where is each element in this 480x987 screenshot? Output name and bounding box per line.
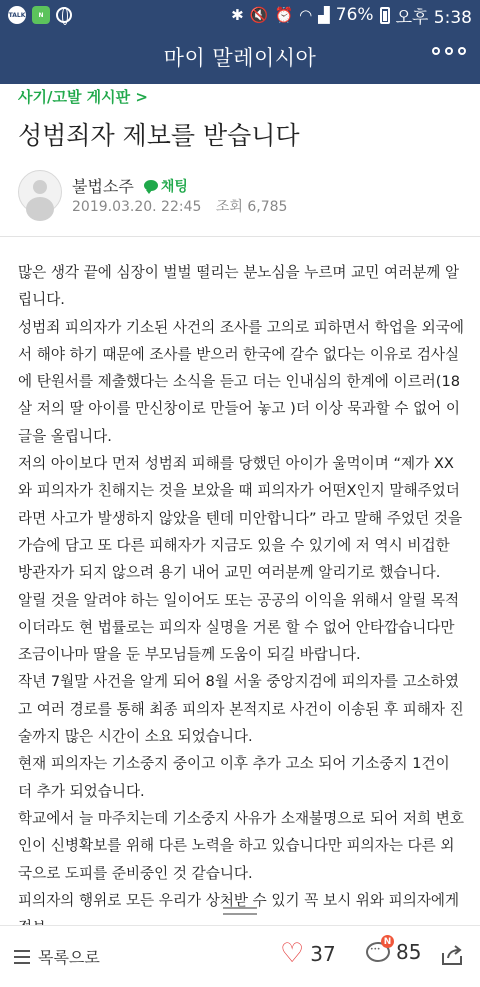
post-content (18, 259, 466, 909)
dot-icon (445, 47, 453, 55)
back-to-list-button[interactable] (14, 945, 100, 968)
board-category-link[interactable]: 사기/고발 게시판 > (18, 88, 148, 106)
header-divider (0, 236, 480, 237)
status-right (231, 3, 472, 28)
status-left (8, 6, 72, 24)
battery-percent: 76% (335, 5, 374, 25)
post-meta (72, 196, 287, 216)
share-icon[interactable] (440, 944, 464, 966)
alarm-icon: ⏰ (274, 6, 294, 24)
bottom-action-bar (0, 925, 480, 987)
dot-icon (458, 47, 466, 55)
back-to-list-label: 목록으로 (38, 948, 100, 967)
content-paragraph: 학교에서 늘 마주치는데 기소중지 사유가 소재불명으로 되어 저희 변호인이 신병확보를 위해 다른 노력을 하고 있습니다만 피의자는 다른 외국으로 도피를 준비중인 것 같습니다. (18, 809, 464, 882)
status-time: 오후 5:38 (395, 7, 472, 28)
drag-handle-icon[interactable] (223, 907, 257, 915)
comment-count: 85 (396, 940, 422, 964)
heart-icon: ♡ (280, 938, 305, 969)
post-date: 2019.03.20. 22:45 (72, 199, 202, 215)
globe-icon (56, 7, 72, 23)
post-title: 성범죄자 제보를 받습니다 (18, 121, 300, 150)
content-paragraph: 알릴 것을 알려야 하는 일이어도 또는 공공의 이익을 위해서 알릴 목적이더라도 현 법률로는 피의자 실명을 거론 할 수 없어 안타깝습니다만 조금이나마 딸을 둔 부모님들께 도움이 되길 바랍니다. (18, 591, 460, 664)
battery-icon (380, 7, 390, 24)
content-paragraph: 현재 피의자는 기소중지 중이고 이후 추가 고소 되어 기소중지 1건이 더 추가 되었습니다. (18, 755, 450, 800)
more-dots-icon[interactable] (432, 47, 466, 55)
comment-bubble-icon (366, 936, 392, 962)
author-avatar[interactable] (18, 170, 62, 214)
wifi-icon: ◠ (299, 6, 313, 24)
chat-button[interactable] (144, 176, 188, 196)
author-name[interactable]: 불법소주 (72, 177, 134, 196)
list-icon (14, 950, 30, 964)
new-badge: N (381, 935, 394, 948)
view-count: 조회 6,785 (215, 199, 288, 215)
like-button[interactable] (280, 940, 336, 967)
cafe-title[interactable]: 마이 말레이시아 (163, 46, 317, 70)
signal-icon: ▟ (318, 6, 330, 24)
chat-label: 채팅 (160, 178, 188, 195)
like-count: 37 (310, 941, 336, 966)
content-paragraph: 많은 생각 끝에 심장이 벌벌 떨리는 분노심을 누르며 교민 여러분께 알립니다. (18, 264, 460, 309)
content-paragraph: 피의자의 행위로 모든 우리가 상처받 수 있기 꼭 보시 위와 피의자에게 (18, 891, 460, 909)
naver-app-icon: N (32, 6, 50, 24)
author-line (72, 174, 188, 197)
bluetooth-icon: ✱ (231, 6, 244, 24)
comment-button[interactable] (366, 936, 422, 964)
chat-bubble-icon (144, 180, 158, 191)
content-paragraph: 성범죄 피의자가 기소된 사건의 조사를 고의로 피하면서 학업을 외국에서 해야 하기 때문에 조사를 받으러 한국에 갈수 없다는 이유로 검사실에 탄원서를 제출했다는 소식을 듣고 더는 인내심의 한계에 이르러(18살 저의 딸 아이를 만신창이로 만들어 놓고 )더 이상 묵과할 수 없어 이 글을 올립니다. (18, 318, 464, 445)
dot-icon (432, 47, 440, 55)
talk-app-icon: TALK (8, 6, 26, 24)
content-paragraph: 작년 7월말 사건을 알게 되어 8월 서울 중앙지검에 피의자를 고소하였고 여러 경로를 통해 최종 피의자 본적지로 사건이 이송된 후 피해자 진술까지 많은 시간이 소요 되었습니다. (18, 673, 464, 746)
app-header (0, 30, 480, 84)
mute-icon: 🔇 (249, 6, 269, 24)
status-bar (0, 0, 480, 30)
content-paragraph: 저의 아이보다 먼저 성범죄 피해를 당했던 아이가 울먹이며 “제가 XX와 피의자가 친해지는 것을 보았을 때 피의자가 어떤X인지 말해주었더라면 사고가 발생하지 않았을 텐데 미안합니다” 라고 말해 주었던 것을 가슴에 담고 또 다른 피해자가 지금도 있을 수 있기에 저 역시 비겁한 방관자가 되지 않으려 용기 내어 교민 여러분께 알리기로 했습니다. (18, 455, 463, 582)
